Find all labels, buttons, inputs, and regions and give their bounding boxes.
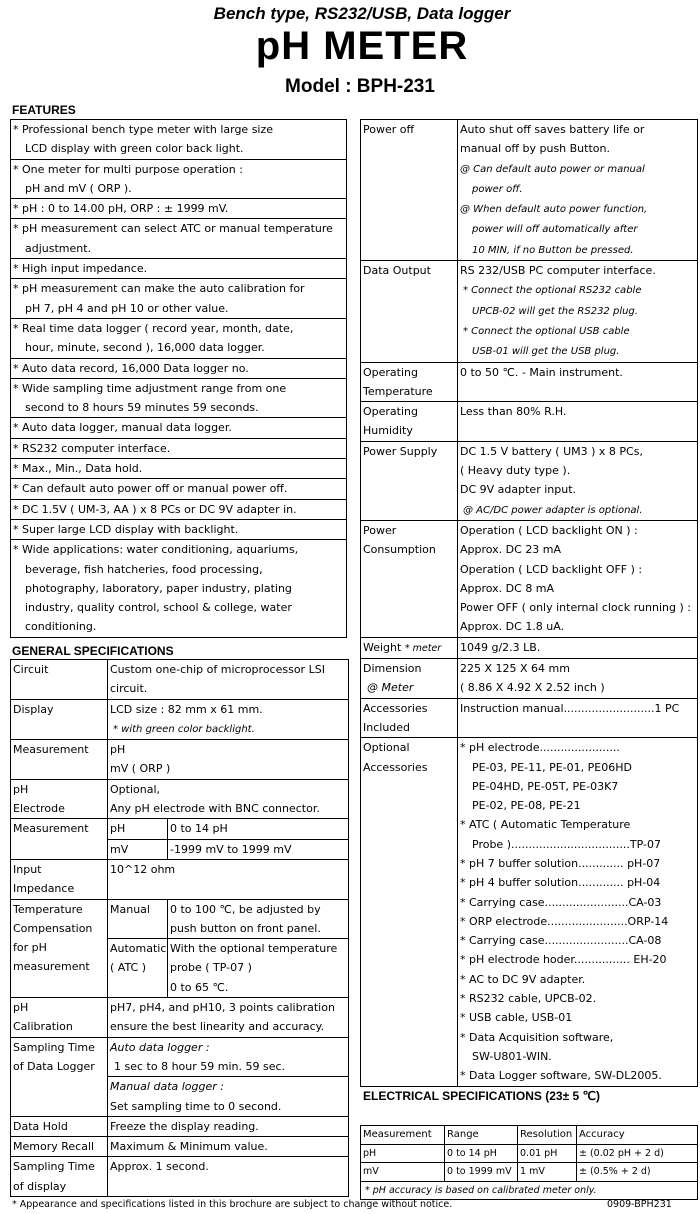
spec-value-input: 10^12 ohm <box>108 859 349 899</box>
feature-item: * RS232 computer interface. <box>11 438 347 458</box>
feature-item: * Auto data logger, manual data logger. <box>11 418 347 438</box>
spec-value-memory: Maximum & Minimum value. <box>108 1137 349 1157</box>
optional-item: SW-U801-WIN. <box>472 1049 552 1063</box>
spec-label-sampling-display: Sampling Time of display <box>11 1157 108 1197</box>
elec-header-resolution: Resolution <box>518 1126 577 1145</box>
optional-item: * ATC ( Automatic Temperature <box>460 818 631 832</box>
spec-label-temp: Temperature Compensation for pH measurement <box>11 899 108 997</box>
temp-mode-auto: Automatic ( ATC ) <box>108 939 168 998</box>
model-name: Model : BPH-231 <box>285 76 435 97</box>
spec-value-sampling-auto: Auto data logger : 1 sec to 8 hour 59 min. 59 sec. <box>108 1037 349 1077</box>
temp-value-auto: With the optional temperature probe ( TP-07 ) 0 to 65 ℃. <box>168 939 349 998</box>
footer-code: 0909-BPH231 <box>607 1199 672 1210</box>
optional-item: * USB cable, USB-01 <box>460 1011 573 1025</box>
spec-label-measurement: Measurement <box>11 740 108 780</box>
optional-item: * pH 7 buffer solution............. pH-07 <box>460 856 661 870</box>
spec-label-meas-range: Measurement <box>11 819 108 860</box>
spec-value-power-cons: Operation ( LCD backlight ON ) : Approx. DC 23 mA Operation ( LCD backlight OFF ) : Approx. DC 8 mA Power OFF ( only internal clock running ) : Approx. DC 1.8 uA. <box>458 520 698 637</box>
spec-label-circuit: Circuit <box>11 660 108 700</box>
range-unit-ph: pH <box>108 819 168 839</box>
electrical-spec-heading: ELECTRICAL SPECIFICATIONS (23± 5 ℃) <box>363 1089 600 1103</box>
elec-header-range: Range <box>445 1126 518 1145</box>
feature-item: * High input impedance. <box>11 259 347 279</box>
temp-value-manual: 0 to 100 ℃, be adjusted by push button on front panel. <box>168 899 349 939</box>
footer-disclaimer: * Appearance and specifications listed in this brochure are subject to change without notice. <box>12 1199 453 1210</box>
spec-label-data-output: Data Output <box>361 261 458 362</box>
spec-label-input: Input Impedance <box>11 859 108 899</box>
spec-label-power-off: Power off <box>361 120 458 261</box>
feature-item: * One meter for multi purpose operation : pH and mV ( ORP ). <box>11 159 347 199</box>
spec-value-data-output: RS 232/USB PC computer interface. * Connect the optional RS232 cable UPCB-02 will get the RS232 plug. * Connect the optional USB cable USB-01 will get the USB plug. <box>458 261 698 362</box>
spec-value-sampling-display: Approx. 1 second. <box>108 1157 349 1197</box>
elec-cell: 0.01 pH <box>518 1144 577 1163</box>
optional-item: * Carrying case........................CA-08 <box>460 934 662 948</box>
elec-cell: ± (0.5% + 2 d) <box>577 1163 698 1182</box>
optional-item: * Carrying case........................CA-03 <box>460 895 662 909</box>
spec-label-op-hum: Operating Humidity <box>361 402 458 442</box>
spec-value-dimension: 225 X 125 X 64 mm ( 8.86 X 4.92 X 2.52 inch ) <box>458 659 698 699</box>
optional-item: * pH electrode....................... <box>460 741 620 755</box>
features-heading: FEATURES <box>12 103 76 117</box>
spec-label-calibration: pH Calibration <box>11 998 108 1038</box>
optional-item: * Data Logger software, SW-DL2005. <box>460 1069 662 1083</box>
page-title: pH METER <box>255 24 469 68</box>
spec-value-optional <box>458 738 698 1086</box>
spec-value-op-temp: 0 to 50 ℃. - Main instrument. <box>458 362 698 402</box>
elec-cell: ± (0.02 pH + 2 d) <box>577 1144 698 1163</box>
optional-item: PE-03, PE-11, PE-01, PE06HD <box>472 760 632 774</box>
electrical-spec-table <box>360 1125 698 1200</box>
feature-item: * Wide applications: water conditioning, aquariums, beverage, fish hatcheries, food processing, photography, laboratory, paper industry, plating industry, quality control, school & college, water conditioning. <box>11 540 347 637</box>
range-unit-mv: mV <box>108 839 168 859</box>
spec-value-power-off: Auto shut off saves battery life or manual off by push Button. @ Can default auto power or manual power off. @ When default auto power function, power will off automatically after 10 MIN, if no Button be pressed. <box>458 120 698 261</box>
spec-value-circuit: Custom one-chip of microprocessor LSI circuit. <box>108 660 349 700</box>
feature-item: * DC 1.5V ( UM-3, AA ) x 8 PCs or DC 9V adapter in. <box>11 499 347 519</box>
spec-label-dimension: Dimension @ Meter <box>361 659 458 699</box>
spec-value-measurement: pH mV ( ORP ) <box>108 740 349 780</box>
spec-label-power-cons: Power Consumption <box>361 520 458 637</box>
general-spec-heading: GENERAL SPECIFICATIONS <box>12 644 174 658</box>
spec-label-data-hold: Data Hold <box>11 1116 108 1136</box>
optional-item: PE-02, PE-08, PE-21 <box>472 799 581 813</box>
optional-item: * RS232 cable, UPCB-02. <box>460 992 597 1006</box>
spec-value-display: LCD size : 82 mm x 61 mm. * with green color backlight. <box>108 699 349 740</box>
spec-value-calibration: pH7, pH4, and pH10, 3 points calibration ensure the best linearity and accuracy. <box>108 998 349 1038</box>
feature-item: * Can default auto power off or manual power off. <box>11 479 347 499</box>
spec-label-accessories: Accessories Included <box>361 698 458 738</box>
optional-item: Probe )..................................TP-07 <box>472 837 661 851</box>
spec-label-optional: Optional Accessories <box>361 738 458 1086</box>
optional-item: * pH 4 buffer solution............. pH-04 <box>460 876 661 890</box>
feature-item: * Max., Min., Data hold. <box>11 459 347 479</box>
elec-cell: 1 mV <box>518 1163 577 1182</box>
general-spec-table <box>10 659 349 1197</box>
spec-value-power-supply: DC 1.5 V battery ( UM3 ) x 8 PCs, ( Heavy duty type ). DC 9V adapter input. @ AC/DC power adapter is optional. <box>458 441 698 520</box>
elec-cell: pH <box>361 1144 445 1163</box>
feature-item: * Super large LCD display with backlight. <box>11 519 347 539</box>
right-spec-table <box>360 119 698 1087</box>
elec-cell: 0 to 1999 mV <box>445 1163 518 1182</box>
elec-cell: mV <box>361 1163 445 1182</box>
spec-label-weight: Weight * meter <box>361 637 458 658</box>
optional-item: PE-04HD, PE-05T, PE-03K7 <box>472 779 619 793</box>
feature-item: * Real time data logger ( record year, month, date, hour, minute, second ), 16,000 data logger. <box>11 318 347 358</box>
subtitle: Bench type, RS232/USB, Data logger <box>213 4 511 23</box>
spec-label-memory: Memory Recall <box>11 1137 108 1157</box>
elec-cell: 0 to 14 pH <box>445 1144 518 1163</box>
feature-item: * Professional bench type meter with large size LCD display with green color back light. <box>11 120 347 160</box>
feature-item: * pH measurement can select ATC or manual temperature adjustment. <box>11 219 347 259</box>
spec-label-sampling: Sampling Time of Data Logger <box>11 1037 108 1116</box>
optional-item: * ORP electrode.......................ORP-14 <box>460 914 669 928</box>
spec-value-ph-electrode: Optional, Any pH electrode with BNC connector. <box>108 779 349 819</box>
optional-item: * pH electrode hoder................ EH-20 <box>460 953 667 967</box>
spec-label-display: Display <box>11 699 108 740</box>
spec-label-op-temp: Operating Temperature <box>361 362 458 402</box>
feature-item: * Auto data record, 16,000 Data logger no. <box>11 358 347 378</box>
range-value-ph: 0 to 14 pH <box>168 819 349 839</box>
spec-value-data-hold: Freeze the display reading. <box>108 1116 349 1136</box>
features-table <box>10 119 347 638</box>
spec-value-weight: 1049 g/2.3 LB. <box>458 637 698 658</box>
elec-note: * pH accuracy is based on calibrated meter only. <box>361 1181 698 1200</box>
spec-value-sampling-manual: Manual data logger : Set sampling time to 0 second. <box>108 1077 349 1117</box>
spec-value-op-hum: Less than 80% R.H. <box>458 402 698 442</box>
temp-mode-manual: Manual <box>108 899 168 939</box>
optional-item: * Data Acquisition software, <box>460 1030 614 1044</box>
spec-label-power-supply: Power Supply <box>361 441 458 520</box>
feature-item: * pH : 0 to 14.00 pH, ORP : ± 1999 mV. <box>11 199 347 219</box>
feature-item: * pH measurement can make the auto calibration for pH 7, pH 4 and pH 10 or other value. <box>11 279 347 319</box>
spec-label-ph-electrode: pH Electrode <box>11 779 108 819</box>
optional-item: * AC to DC 9V adapter. <box>460 972 586 986</box>
elec-header-measurement: Measurement <box>361 1126 445 1145</box>
spec-value-accessories: Instruction manual..........................1 PC <box>458 698 698 738</box>
range-value-mv: -1999 mV to 1999 mV <box>168 839 349 859</box>
elec-header-accuracy: Accuracy <box>577 1126 698 1145</box>
feature-item: * Wide sampling time adjustment range from one second to 8 hours 59 minutes 59 seconds. <box>11 378 347 418</box>
